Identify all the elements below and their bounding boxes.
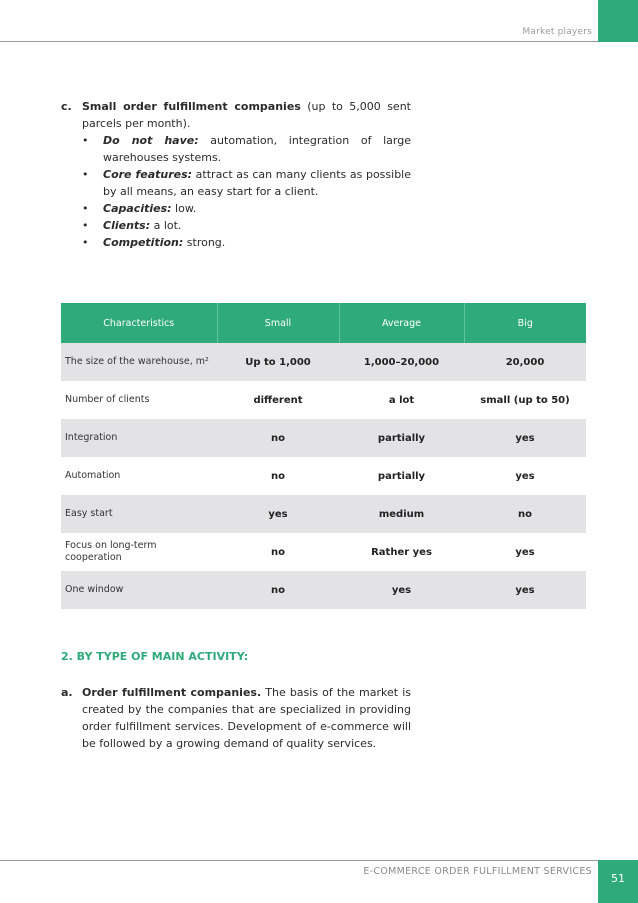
header-accent-tab (598, 0, 638, 42)
header-rule (0, 41, 598, 42)
table-cell: 1,000–20,000 (339, 343, 464, 381)
table-cell: yes (464, 419, 586, 457)
section-c-intro (82, 98, 411, 132)
list-item (82, 132, 411, 166)
table-cell: Up to 1,000 (217, 343, 339, 381)
table-cell: small (up to 50) (480, 394, 570, 406)
list-item-text: automation, integration of large warehouses systems. (103, 134, 412, 164)
list-item (82, 217, 411, 234)
table-row (61, 457, 586, 495)
column-header: Characteristics (61, 303, 217, 343)
running-footer: E-COMMERCE ORDER FULFILLMENT SERVICES (363, 866, 592, 877)
row-label: One window (61, 571, 217, 609)
list-item-label: Clients: (103, 219, 151, 232)
section-a (61, 684, 411, 752)
section-c (61, 98, 411, 251)
table-row (61, 419, 586, 457)
column-header: Small (217, 303, 339, 343)
section-c-marker: c. (61, 100, 72, 113)
list-item-label: Do not have: (103, 134, 199, 147)
row-label: Number of clients (65, 394, 150, 405)
table-cell: medium (339, 495, 464, 533)
section-c-intro-text: (up to 5,000 sent parcels per month). (82, 100, 411, 130)
table-cell: yes (515, 470, 535, 482)
row-label: Integration (61, 419, 217, 457)
table-cell: yes (339, 571, 464, 609)
table-header-row (61, 303, 586, 343)
page-number: 51 (611, 872, 625, 885)
table-cell: no (271, 470, 285, 482)
list-item-text: low. (171, 202, 197, 215)
section-a-text: The basis of the market is created by the companies that are specialized in providing order fulfillment services. Development of e-commerce will be followed by a growing demand of quality services. (82, 686, 411, 750)
table-row (61, 571, 586, 609)
comparison-table (61, 303, 586, 609)
table-row (61, 495, 586, 533)
bullet-icon: • (82, 219, 89, 232)
section-heading: 2. BY TYPE OF MAIN ACTIVITY: (61, 650, 249, 663)
feature-list (82, 132, 411, 251)
table-cell: 20,000 (464, 343, 586, 381)
table-cell: yes (464, 571, 586, 609)
table-cell: yes (515, 546, 535, 558)
list-item-label: Competition: (103, 236, 184, 249)
column-header: Average (339, 303, 464, 343)
table-cell: partially (377, 470, 426, 482)
table-cell: a lot (388, 394, 415, 406)
list-item-text: attract as can many clients as possible by all means, an easy start for a client. (103, 168, 411, 198)
list-item-text: strong. (183, 236, 226, 249)
table-cell: Rather yes (371, 546, 432, 558)
table-row (61, 343, 586, 381)
list-item-label: Capacities: (103, 202, 172, 215)
table-cell: different (253, 394, 303, 406)
bullet-icon: • (82, 168, 89, 181)
list-item (82, 200, 411, 217)
table-row (61, 533, 586, 571)
table-cell: no (217, 419, 339, 457)
row-label: Automation (65, 470, 121, 481)
column-header: Big (464, 303, 586, 343)
list-item-label: Core features: (103, 168, 193, 181)
bullet-icon: • (82, 236, 89, 249)
table-cell: no (464, 495, 586, 533)
table-cell: yes (217, 495, 339, 533)
list-item-text: a lot. (150, 219, 182, 232)
running-header: Market players (522, 27, 592, 37)
section-a-paragraph (82, 684, 411, 752)
row-label: The size of the warehouse, m² (61, 343, 217, 381)
table-cell: partially (339, 419, 464, 457)
row-label: Easy start (61, 495, 217, 533)
list-item (82, 234, 411, 251)
table-cell: no (271, 546, 285, 558)
table-cell: no (217, 571, 339, 609)
list-item (82, 166, 411, 200)
row-label: Focus on long-term cooperation (65, 540, 157, 563)
table-row (61, 381, 586, 419)
section-a-marker: a. (61, 686, 73, 699)
footer-rule (0, 860, 598, 861)
section-c-title: Small order fulfillment companies (82, 100, 301, 113)
bullet-icon: • (82, 134, 89, 147)
bullet-icon: • (82, 202, 89, 215)
section-a-title: Order fulfillment companies. (82, 686, 262, 699)
